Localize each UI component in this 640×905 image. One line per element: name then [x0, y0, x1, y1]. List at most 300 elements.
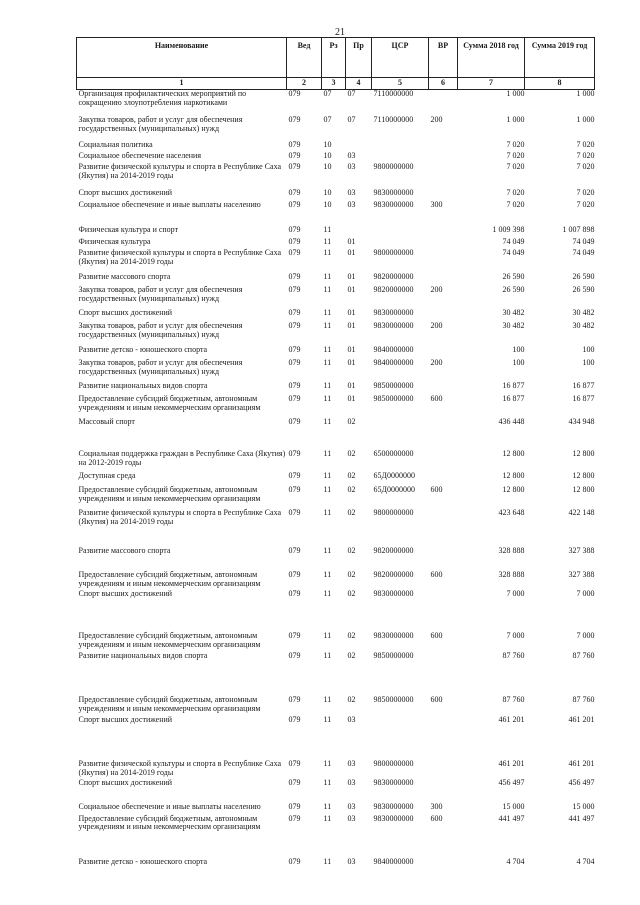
header-ved: Вед — [287, 38, 322, 78]
row-name: Закупка товаров, работ и услуг для обеспечения государственных (муниципальных) нужд — [78, 115, 243, 133]
row-vr — [429, 271, 458, 284]
row-rz: 11 — [323, 308, 332, 317]
row-pr: 03 — [347, 777, 356, 787]
row-ved: 079 — [288, 485, 301, 494]
row-name: Спорт высших достижений — [78, 714, 173, 724]
row-pr: 03 — [347, 801, 356, 811]
row-sum-2019: 461 201 — [568, 758, 595, 768]
row-ved: 079 — [288, 162, 301, 171]
row-vr: 600 — [430, 813, 443, 823]
row-sum-2018: 4 704 — [506, 856, 525, 866]
row-rz: 11 — [323, 777, 332, 787]
row-pr: 03 — [347, 162, 356, 171]
row-csr: 9830000000 — [373, 777, 414, 787]
row-name: Предоставление субсидий бюджетным, автономным учреждениям и иным некоммерческим организациям — [78, 394, 261, 412]
row-rz: 11 — [323, 813, 332, 823]
row-pr: 03 — [347, 714, 356, 724]
row-sum-2019: 7 020 — [576, 140, 595, 149]
header-vr: ВР — [429, 38, 458, 78]
row-pr — [346, 138, 372, 152]
row-vr: 600 — [430, 694, 443, 704]
row-ved: 079 — [288, 345, 301, 354]
row-name: Развитие национальных видов спорта — [78, 381, 208, 390]
table-row — [77, 472, 595, 483]
row-name: Закупка товаров, работ и услуг для обеспечения государственных (муниципальных) нужд — [78, 321, 243, 339]
row-name: Спорт высших достижений — [78, 588, 173, 598]
row-ved: 079 — [288, 151, 301, 160]
row-rz: 11 — [323, 345, 332, 354]
row-ved: 079 — [288, 308, 301, 317]
row-pr: 01 — [347, 272, 356, 281]
table-row — [77, 650, 595, 674]
table-row — [77, 344, 595, 357]
row-vr: 200 — [430, 115, 443, 124]
row-name: Социальная политика — [78, 140, 153, 149]
row-sum-2018: 30 482 — [502, 321, 525, 330]
row-name: Физическая культура — [78, 237, 151, 246]
row-pr: 01 — [347, 394, 356, 403]
row-name: Предоставление субсидий бюджетным, автономным учреждениям и иным некоммерческим организациям — [78, 569, 261, 588]
row-sum-2018: 7 020 — [506, 140, 525, 149]
row-csr: 9820000000 — [373, 285, 414, 294]
row-pr: 02 — [347, 449, 356, 458]
row-sum-2018: 12 800 — [502, 485, 525, 494]
row-rz: 07 — [323, 89, 332, 98]
row-ved: 079 — [288, 381, 301, 390]
row-vr — [429, 650, 458, 674]
row-sum-2019: 4 704 — [576, 856, 595, 866]
row-name: Развитие национальных видов спорта — [78, 650, 208, 660]
row-name: Физическая культура и спорт — [78, 225, 179, 234]
row-name: Спорт высших достижений — [78, 188, 173, 197]
table-body — [77, 90, 595, 869]
row-vr: 600 — [430, 394, 443, 403]
row-sum-2018: 74 049 — [502, 248, 525, 257]
row-rz: 07 — [323, 115, 332, 124]
row-pr: 02 — [347, 569, 356, 579]
row-csr: 9820000000 — [373, 569, 414, 579]
row-pr: 03 — [347, 200, 356, 209]
table-row — [77, 738, 595, 778]
row-ved: 079 — [288, 630, 301, 640]
row-rz: 11 — [323, 714, 332, 724]
row-sum-2019: 30 482 — [572, 308, 595, 317]
row-rz: 11 — [323, 801, 332, 811]
row-sum-2018: 1 000 — [506, 115, 525, 124]
row-name: Предоставление субсидий бюджетным, автономным учреждениям и иным некоммерческим организациям — [78, 813, 261, 832]
row-sum-2019: 26 590 — [572, 285, 595, 294]
row-name: Развитие детско - юношеского спорта — [78, 345, 208, 354]
row-vr: 200 — [430, 285, 443, 294]
row-csr: 9840000000 — [373, 345, 414, 354]
row-ved: 079 — [288, 856, 301, 866]
row-sum-2019: 74 049 — [572, 248, 595, 257]
row-sum-2019: 422 148 — [568, 508, 595, 517]
row-sum-2019: 441 497 — [568, 813, 595, 823]
row-sum-2019: 7 000 — [576, 630, 595, 640]
row-ved: 079 — [288, 650, 301, 660]
table-row — [77, 801, 595, 814]
row-vr — [429, 381, 458, 393]
row-pr: 03 — [347, 151, 356, 160]
row-pr: 02 — [347, 485, 356, 494]
row-sum-2019: 7 020 — [576, 188, 595, 197]
row-pr: 03 — [347, 758, 356, 768]
row-ved: 079 — [288, 569, 301, 579]
row-ved: 079 — [288, 449, 301, 458]
row-name: Развитие детско - юношеского спорта — [78, 856, 208, 866]
row-vr: 600 — [430, 569, 443, 579]
row-csr: 65Д0000000 — [373, 471, 415, 480]
row-ved: 079 — [288, 508, 301, 517]
table-row — [77, 674, 595, 714]
row-rz: 11 — [323, 321, 332, 330]
row-csr: 9840000000 — [373, 856, 414, 866]
row-ved: 079 — [288, 471, 301, 480]
row-sum-2019: 1 000 — [576, 89, 595, 98]
row-vr — [429, 738, 458, 778]
row-vr — [429, 472, 458, 483]
row-csr: 9830000000 — [373, 200, 414, 209]
row-vr — [429, 417, 458, 429]
row-rz: 11 — [323, 508, 332, 517]
row-name: Социальное обеспечение и иные выплаты населению — [78, 801, 261, 811]
column-number-row — [77, 78, 595, 90]
row-csr — [372, 417, 429, 429]
row-pr: 01 — [347, 248, 356, 257]
row-rz: 11 — [323, 381, 332, 390]
row-name: Предоставление субсидий бюджетным, автономным учреждениям и иным некоммерческим организациям — [78, 694, 261, 713]
row-rz: 11 — [323, 650, 332, 660]
row-ved: 079 — [288, 200, 301, 209]
row-sum-2018: 7 000 — [506, 588, 525, 598]
row-sum-2019: 1 000 — [576, 115, 595, 124]
row-sum-2018: 423 648 — [498, 508, 525, 517]
row-vr: 600 — [430, 485, 443, 494]
column-number: 1 — [77, 78, 287, 90]
row-csr — [372, 714, 429, 738]
row-csr: 9830000000 — [373, 813, 414, 823]
row-csr: 65Д0000000 — [373, 485, 415, 494]
table-row — [77, 90, 595, 113]
row-csr: 9830000000 — [373, 308, 414, 317]
row-pr: 02 — [347, 694, 356, 704]
row-sum-2019: 87 760 — [572, 694, 595, 704]
row-sum-2018: 7 020 — [506, 188, 525, 197]
row-csr: 9800000000 — [373, 508, 414, 517]
row-pr: 01 — [347, 308, 356, 317]
row-sum-2018: 7 000 — [506, 630, 525, 640]
row-csr: 9830000000 — [373, 188, 414, 197]
row-ved: 079 — [288, 272, 301, 281]
row-sum-2018: 12 800 — [502, 449, 525, 458]
column-number: 8 — [525, 78, 595, 90]
row-sum-2018: 26 590 — [502, 272, 525, 281]
row-sum-2018: 328 888 — [498, 545, 525, 555]
row-sum-2019: 327 388 — [568, 545, 595, 555]
row-vr — [429, 714, 458, 738]
row-name: Развитие массового спорта — [78, 545, 171, 555]
row-sum-2019: 87 760 — [572, 650, 595, 660]
row-csr: 7110000000 — [373, 89, 414, 98]
row-sum-2018: 441 497 — [498, 813, 525, 823]
row-sum-2019: 456 497 — [568, 777, 595, 787]
table-row — [77, 138, 595, 152]
row-ved: 079 — [288, 140, 301, 149]
row-name: Развитие физической культуры и спорта в Республике Саха (Якутия) на 2014-2019 годы — [78, 248, 282, 266]
table-row — [77, 393, 595, 417]
row-sum-2018: 87 760 — [502, 694, 525, 704]
table-row — [77, 308, 595, 320]
row-vr — [429, 237, 458, 249]
row-sum-2019: 7 020 — [576, 162, 595, 171]
row-pr: 01 — [347, 381, 356, 390]
row-rz: 10 — [323, 151, 332, 160]
row-sum-2019: 7 000 — [576, 588, 595, 598]
row-pr: 02 — [347, 471, 356, 480]
row-csr: 9850000000 — [373, 381, 414, 390]
row-ved: 079 — [288, 777, 301, 787]
table-row — [77, 527, 595, 569]
row-rz: 11 — [323, 248, 332, 257]
row-vr: 300 — [430, 200, 443, 209]
header-sum-2018: Сумма 2018 год — [458, 38, 525, 78]
table-row — [77, 417, 595, 429]
row-rz: 11 — [323, 758, 332, 768]
row-sum-2018: 436 448 — [498, 417, 525, 426]
row-sum-2018: 100 — [512, 345, 525, 354]
row-vr — [429, 90, 458, 113]
table-row — [77, 320, 595, 344]
header-rz: Рз — [322, 38, 346, 78]
row-name: Массовый спорт — [78, 417, 135, 426]
budget-table — [76, 37, 595, 869]
row-rz: 11 — [323, 272, 332, 281]
column-number: 2 — [287, 78, 322, 90]
page-number: 21 — [335, 27, 345, 38]
row-vr: 300 — [430, 801, 443, 811]
row-csr — [372, 212, 429, 237]
row-name: Доступная среда — [78, 471, 136, 480]
row-pr: 07 — [347, 115, 356, 124]
table-row — [77, 185, 595, 200]
table-row — [77, 483, 595, 508]
column-number: 5 — [372, 78, 429, 90]
row-sum-2018: 74 049 — [502, 237, 525, 246]
table-row — [77, 778, 595, 801]
row-name: Предоставление субсидий бюджетным, автономным учреждениям и иным некоммерческим организациям — [78, 630, 261, 649]
row-csr: 9820000000 — [373, 545, 414, 555]
table-row — [77, 284, 595, 308]
row-pr: 02 — [347, 588, 356, 598]
row-ved: 079 — [288, 588, 301, 598]
row-pr: 03 — [347, 813, 356, 823]
row-sum-2019: 12 800 — [572, 471, 595, 480]
row-rz: 11 — [323, 545, 332, 555]
row-rz: 11 — [323, 394, 332, 403]
row-rz: 11 — [323, 485, 332, 494]
row-sum-2018: 461 201 — [498, 714, 525, 724]
header-pr: Пр — [346, 38, 372, 78]
row-name: Предоставление субсидий бюджетным, автономным учреждениям и иным некоммерческим организациям — [78, 485, 261, 503]
row-ved: 079 — [288, 89, 301, 98]
row-vr — [429, 837, 458, 869]
row-name: Социальное обеспечение населения — [78, 151, 201, 160]
row-rz: 11 — [323, 237, 332, 246]
row-ved: 079 — [288, 394, 301, 403]
row-ved: 079 — [288, 801, 301, 811]
column-number: 4 — [346, 78, 372, 90]
row-sum-2019: 100 — [582, 358, 595, 367]
row-pr: 01 — [347, 321, 356, 330]
row-name: Развитие массового спорта — [78, 272, 171, 281]
row-sum-2019: 16 877 — [572, 381, 595, 390]
row-ved: 079 — [288, 285, 301, 294]
row-vr — [429, 212, 458, 237]
header-csr: ЦСР — [372, 38, 429, 78]
row-rz: 11 — [323, 694, 332, 704]
row-csr: 9830000000 — [373, 630, 414, 640]
row-csr — [372, 138, 429, 152]
row-pr: 01 — [347, 285, 356, 294]
row-name: Социальная поддержка граждан в Республике Саха (Якутия) на 2012-2019 годы — [78, 449, 286, 467]
row-vr: 600 — [430, 630, 443, 640]
row-ved: 079 — [288, 417, 301, 426]
row-pr: 02 — [347, 545, 356, 555]
row-ved: 079 — [288, 694, 301, 704]
row-csr: 9800000000 — [373, 162, 414, 171]
row-sum-2018: 87 760 — [502, 650, 525, 660]
row-rz: 11 — [323, 588, 332, 598]
row-rz: 11 — [323, 630, 332, 640]
row-sum-2018: 456 497 — [498, 777, 525, 787]
row-sum-2019: 74 049 — [572, 237, 595, 246]
table-row — [77, 837, 595, 869]
column-number: 3 — [322, 78, 346, 90]
table-row — [77, 271, 595, 284]
row-ved: 079 — [288, 758, 301, 768]
table-row — [77, 163, 595, 185]
row-sum-2019: 461 201 — [568, 714, 595, 724]
row-csr: 9830000000 — [373, 801, 414, 811]
row-sum-2019: 30 482 — [572, 321, 595, 330]
row-vr — [429, 308, 458, 320]
row-csr: 9830000000 — [373, 321, 414, 330]
row-sum-2018: 15 000 — [502, 801, 525, 811]
row-name: Развитие физической культуры и спорта в Республике Саха (Якутия) на 2014-2019 годы — [78, 162, 282, 180]
row-sum-2018: 7 020 — [506, 151, 525, 160]
header-sum-2019: Сумма 2019 год — [525, 38, 595, 78]
row-ved: 079 — [288, 714, 301, 724]
row-name: Социальное обеспечение и иные выплаты населению — [78, 200, 261, 209]
row-pr — [346, 212, 372, 237]
row-pr: 02 — [347, 650, 356, 660]
row-vr — [429, 185, 458, 200]
row-ved: 079 — [288, 225, 301, 234]
table-row — [77, 569, 595, 589]
row-sum-2019: 1 007 898 — [562, 225, 595, 234]
table-row — [77, 589, 595, 612]
row-csr: 9850000000 — [373, 694, 414, 704]
table-row — [77, 112, 595, 138]
row-ved: 079 — [288, 248, 301, 257]
row-sum-2018: 461 201 — [498, 758, 525, 768]
row-rz: 11 — [323, 569, 332, 579]
row-pr: 03 — [347, 188, 356, 197]
row-sum-2019: 7 020 — [576, 151, 595, 160]
row-vr — [429, 429, 458, 472]
row-csr: 9830000000 — [373, 588, 414, 598]
row-rz: 10 — [323, 200, 332, 209]
row-vr — [429, 138, 458, 152]
row-name: Развитие физической культуры и спорта в Республике Саха (Якутия) на 2014-2019 годы — [78, 508, 282, 526]
row-csr: 6500000000 — [373, 449, 414, 458]
row-sum-2018: 1 000 — [506, 89, 525, 98]
row-csr: 9800000000 — [373, 248, 414, 257]
row-sum-2018: 328 888 — [498, 569, 525, 579]
row-sum-2019: 16 877 — [572, 394, 595, 403]
row-pr: 02 — [347, 508, 356, 517]
row-name: Развитие физической культуры и спорта в Республике Саха (Якутия) на 2014-2019 годы — [78, 758, 282, 777]
row-pr: 02 — [347, 630, 356, 640]
row-vr — [429, 163, 458, 185]
row-pr: 02 — [347, 417, 356, 426]
row-sum-2019: 434 948 — [568, 417, 595, 426]
row-vr — [429, 589, 458, 612]
row-vr — [429, 152, 458, 163]
row-sum-2018: 26 590 — [502, 285, 525, 294]
row-rz: 10 — [323, 162, 332, 171]
row-sum-2018: 30 482 — [502, 308, 525, 317]
row-sum-2018: 100 — [512, 358, 525, 367]
row-vr — [429, 778, 458, 801]
row-vr — [429, 344, 458, 357]
row-rz: 10 — [323, 140, 332, 149]
row-sum-2018: 12 800 — [502, 471, 525, 480]
row-sum-2019: 12 800 — [572, 449, 595, 458]
row-ved: 079 — [288, 188, 301, 197]
row-name: Спорт высших достижений — [78, 308, 173, 317]
row-rz: 11 — [323, 225, 332, 234]
column-number: 7 — [458, 78, 525, 90]
table-row — [77, 200, 595, 212]
table-row — [77, 249, 595, 271]
row-ved: 079 — [288, 813, 301, 823]
table-row — [77, 814, 595, 837]
row-vr — [429, 508, 458, 527]
row-rz: 11 — [323, 856, 332, 866]
row-sum-2019: 15 000 — [572, 801, 595, 811]
row-rz: 11 — [323, 417, 332, 426]
row-ved: 079 — [288, 358, 301, 367]
row-sum-2019: 100 — [582, 345, 595, 354]
row-csr: 9850000000 — [373, 394, 414, 403]
row-sum-2018: 16 877 — [502, 394, 525, 403]
row-sum-2019: 12 800 — [572, 485, 595, 494]
row-csr: 9820000000 — [373, 272, 414, 281]
row-name: Закупка товаров, работ и услуг для обеспечения государственных (муниципальных) нужд — [78, 285, 243, 303]
row-sum-2018: 7 020 — [506, 200, 525, 209]
row-ved: 079 — [288, 545, 301, 555]
row-sum-2018: 1 009 398 — [492, 225, 525, 234]
row-vr — [429, 249, 458, 271]
row-csr: 9850000000 — [373, 650, 414, 660]
row-pr: 07 — [347, 89, 356, 98]
column-number: 6 — [429, 78, 458, 90]
row-name: Организация профилактических мероприятий по сокращению злоупотребления наркотиками — [78, 89, 247, 107]
row-ved: 079 — [288, 237, 301, 246]
row-rz: 11 — [323, 285, 332, 294]
